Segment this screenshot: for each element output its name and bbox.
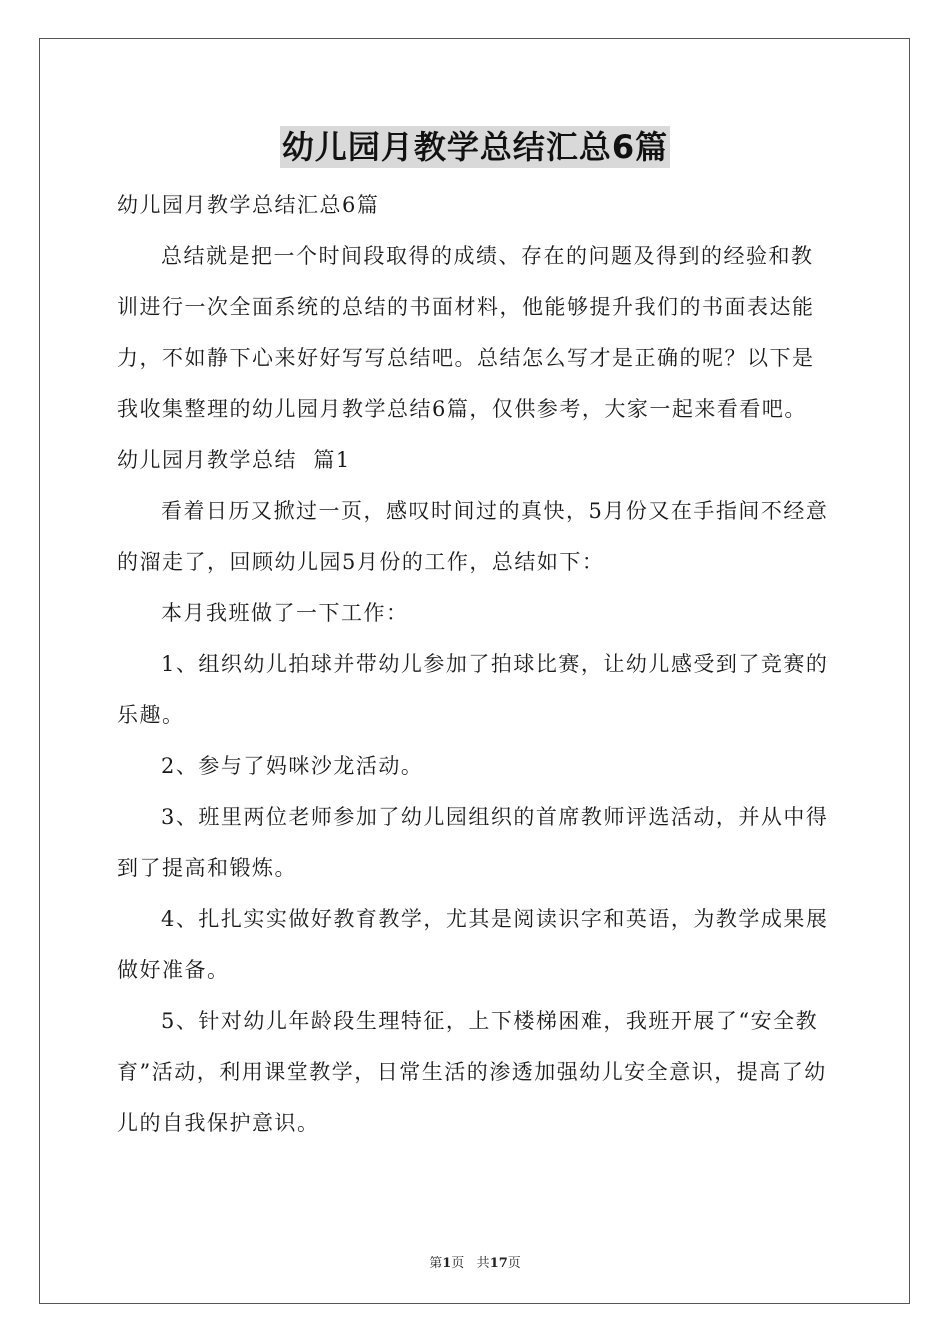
page-number-current: 1	[442, 1256, 452, 1271]
list-item-paragraph: 2、参与了妈咪沙龙活动。	[161, 754, 424, 778]
list-item-paragraph: 3、班里两位老师参加了幼儿园组织的首席教师评选活动，并从中得到了提高和锻炼。	[117, 805, 829, 880]
document-title-text: 幼儿园月教学总结汇总6篇	[281, 128, 669, 166]
section-heading: 幼儿园月教学总结 篇1	[117, 448, 351, 472]
body-paragraph: 看着日历又掀过一页，感叹时间过的真快，5月份又在手指间不经意的溜走了，回顾幼儿园5月份的工作，总结如下：	[117, 499, 829, 574]
list-item-paragraph: 4、扎扎实实做好教育教学，尤其是阅读识字和英语，为教学成果展做好准备。	[117, 907, 829, 982]
list-item-paragraph: 5、针对幼儿年龄段生理特征，上下楼梯困难，我班开展了“安全教育”活动，利用课堂教学，日常生活的渗透加强幼儿安全意识，提高了幼儿的自我保护意识。	[117, 1009, 827, 1135]
document-title	[0, 126, 950, 170]
document-subtitle: 幼儿园月教学总结汇总6篇	[117, 193, 380, 217]
page-total-prefix: 共	[476, 1256, 490, 1271]
page-number-prefix: 第	[429, 1256, 443, 1271]
intro-paragraph: 总结就是把一个时间段取得的成绩、存在的问题及得到的经验和教训进行一次全面系统的总结的书面材料，他能够提升我们的书面表达能力，不如静下心来好好写写总结吧。总结怎么写才是正确的呢？以下是我收集整理的幼儿园月教学总结6篇，仅供参考，大家一起来看看吧。	[117, 244, 815, 421]
page-total-count: 17	[489, 1256, 508, 1271]
page-number-suffix: 页	[451, 1256, 465, 1271]
document-body	[117, 180, 835, 1149]
body-paragraph: 本月我班做了一下工作：	[161, 601, 409, 625]
page-total-suffix: 页	[507, 1256, 521, 1271]
list-item-paragraph: 1、组织幼儿拍球并带幼儿参加了拍球比赛，让幼儿感受到了竞赛的乐趣。	[117, 652, 829, 727]
page-footer	[0, 1252, 950, 1271]
